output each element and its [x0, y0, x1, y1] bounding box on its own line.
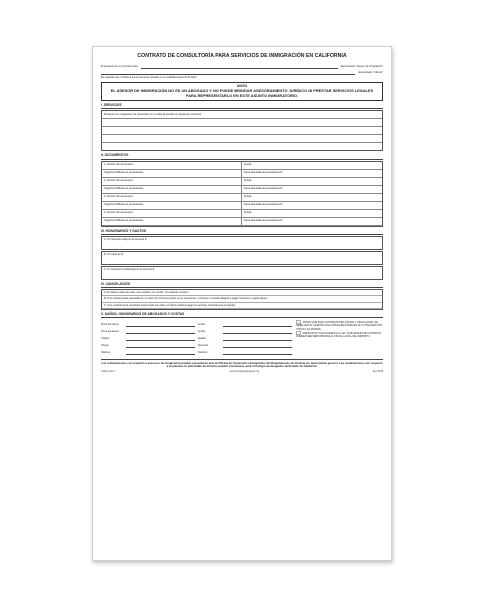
contract-title: CONTRATO DE CONSULTORÍA PARA SERVICIOS DE INMIGRACIÓN EN CALIFORNIA — [137, 53, 347, 59]
signature-row — [101, 348, 292, 355]
signature-row — [101, 334, 292, 341]
doc-cell[interactable]: Organismo/Oficina de presentación: — [102, 170, 242, 178]
doc-cell[interactable]: Tarea aprobada de procesamiento: — [242, 202, 382, 210]
sig-label: Firma del cliente: — [101, 323, 120, 327]
consultant-date-field[interactable] — [223, 329, 292, 334]
doc-cell[interactable]: Organismo/Oficina de presentación: — [102, 186, 242, 194]
doc-cell[interactable]: Fecha: — [242, 194, 382, 202]
consultant-name-field[interactable] — [141, 64, 338, 69]
services-line[interactable] — [102, 135, 382, 143]
phone-field-2[interactable] — [223, 350, 292, 355]
signature-fields — [101, 320, 292, 355]
notice-box — [296, 320, 383, 355]
warning-text: EL ASESOR DE INMIGRACIÓN NO ES UN ABOGADO Y NO PUEDE BRINDAR ASESORAMIENTO JURÍDICO NI PRESTAR SERVICIOS LEGALES PARA REPRESENTARLO EN ESTE ASUNTO INMIGRATORIO. — [110, 88, 374, 98]
client-field[interactable] — [126, 343, 195, 348]
doc-cell[interactable]: Organismo/Oficina de presentación: — [102, 202, 242, 210]
city-field[interactable] — [126, 336, 195, 341]
state-field[interactable] — [223, 336, 292, 341]
consultant-label: denominado “Asesor de inmigración” — [340, 65, 383, 69]
signature-row — [101, 320, 292, 327]
cancel-clause: C. Si el contrato fuera cancelado transcurrido ese plazo, el Cliente deberá pagar los servicios efectivamente prestados. — [102, 303, 382, 309]
section-documents-heading: II. DOCUMENTOS — [101, 154, 383, 159]
doc-cell[interactable]: Fecha: — [242, 210, 382, 218]
documents-grid — [101, 161, 383, 227]
signature-row — [101, 341, 292, 348]
services-box — [101, 110, 383, 151]
footer-item-number: Item #365 — [372, 370, 383, 373]
notice-item: ANTES QUE ESTE CONTRATO SEA VÁLIDO Y VINCULANTE, SE DEBE DAR AL CLIENTE UNA COPIA EJECUTADA EN SU TOTALIDAD POR TODAS LAS PARTES. — [296, 320, 382, 331]
client-name-field[interactable] — [101, 70, 355, 75]
services-line[interactable] — [102, 143, 382, 150]
footer — [101, 371, 383, 375]
sig-label: Fecha: — [198, 330, 206, 334]
client-date-field[interactable] — [223, 322, 292, 327]
sig-label: Cliente: — [101, 344, 110, 348]
footer-website: www.ImmigrationExperts.org — [229, 370, 259, 373]
fee-label: B. Un cargo de $ — [104, 252, 123, 256]
fee-row-b[interactable] — [101, 251, 383, 265]
client-label: denominado “Cliente” — [358, 71, 383, 75]
doc-cell[interactable]: 1. Nombre del documento: — [102, 162, 242, 170]
sig-label: Estado: — [198, 337, 207, 341]
signature-row — [101, 327, 292, 334]
section-fees-heading: III. HONORARIOS Y GASTOS — [101, 230, 383, 235]
doc-cell[interactable]: Tarea aprobada de procesamiento: — [242, 170, 382, 178]
intro-row-1 — [101, 64, 383, 69]
address-field[interactable] — [223, 343, 292, 348]
intro-row-2 — [101, 70, 383, 75]
doc-cell[interactable]: Fecha: — [242, 162, 382, 170]
sig-label: Teléfono: — [101, 351, 111, 355]
sig-label: Teléfono: — [198, 351, 208, 355]
signature-area — [101, 320, 383, 355]
cancel-box — [101, 289, 383, 309]
language-line: Es requisito que el Cliente lea el presente contrato en su totalidad antes de firmarlo. — [101, 76, 198, 79]
fee-row-a[interactable] — [101, 236, 383, 250]
fee-label: A. Un honorario total por la suma de $ — [104, 237, 147, 241]
cancel-clause: A. El Cliente podrá cancelar este contrato, por escrito, sin cualquier reclamo. — [102, 290, 382, 296]
section-cancel-heading: IV. CANCELACIÓN — [101, 283, 383, 288]
sig-label: Fecha: — [198, 323, 206, 327]
doc-cell[interactable]: Organismo/Oficina de presentación: — [102, 218, 242, 226]
footer-copyright: ©2019 AAIC™ — [101, 370, 116, 373]
cancel-clause: B. Si el contrato fuera cancelado en un plazo de 72 horas a partir de su suscripción, el Cliente no estará obligado a pagar honorario ni gasto alguno. — [102, 296, 382, 302]
doc-cell[interactable]: Tarea aprobada de procesamiento: — [242, 218, 382, 226]
section-services-heading: I. SERVICIOS — [101, 104, 383, 109]
warning-box — [101, 82, 383, 101]
doc-cell[interactable]: 3. Nombre del documento: — [102, 194, 242, 202]
intro-text: El presente es un contrato entre — [101, 65, 138, 69]
notice-item: PRESUNTAS VIOLACIONES A LA LEY QUE RIGE ESTE CONTRATO PUEDEN SER REPORTADAS AL FISCAL LOCAL DEL DISTRITO. — [296, 331, 382, 339]
doc-cell[interactable]: Fecha: — [242, 178, 382, 186]
warning-title: AVISO — [236, 84, 248, 89]
services-line[interactable] — [102, 119, 382, 127]
doc-cell[interactable]: 4. Nombre del documento: — [102, 210, 242, 218]
services-line[interactable] — [102, 127, 382, 135]
services-intro: El Asesor de inmigración ha convenido con el Cliente prestar los siguientes servicios — [102, 111, 382, 119]
sig-label: Firma del asesor: — [101, 330, 120, 334]
client-signature-field[interactable] — [126, 322, 195, 327]
footnote: Las reclamaciones con respecto a asesores de inmigración pueden presentarse ante la Oficina de Asistencia a Inmigrantes del Departamento de Justicia en: www.justice.gov/ovr. Las reclamaciones con respecto a la práctica no autorizada de derecho pueden presentarse ante el Colegio de Abogados del Estado de California. — [101, 360, 383, 369]
doc-cell[interactable]: 2. Nombre del documento: — [102, 178, 242, 186]
phone-field[interactable] — [126, 350, 195, 355]
contract-page — [92, 46, 392, 561]
fee-row-c[interactable] — [101, 266, 383, 280]
fee-label: C. Un honorario condicional por la suma de $ — [104, 267, 155, 271]
doc-cell[interactable]: Tarea aprobada de procesamiento: — [242, 186, 382, 194]
section-damages-heading: V. DAÑOS, HONORARIOS DE ABOGADOS Y COSTAS — [101, 313, 383, 318]
sig-label: Dirección: — [198, 344, 209, 348]
consultant-signature-field[interactable] — [126, 329, 195, 334]
sig-label: Ciudad: — [101, 337, 110, 341]
